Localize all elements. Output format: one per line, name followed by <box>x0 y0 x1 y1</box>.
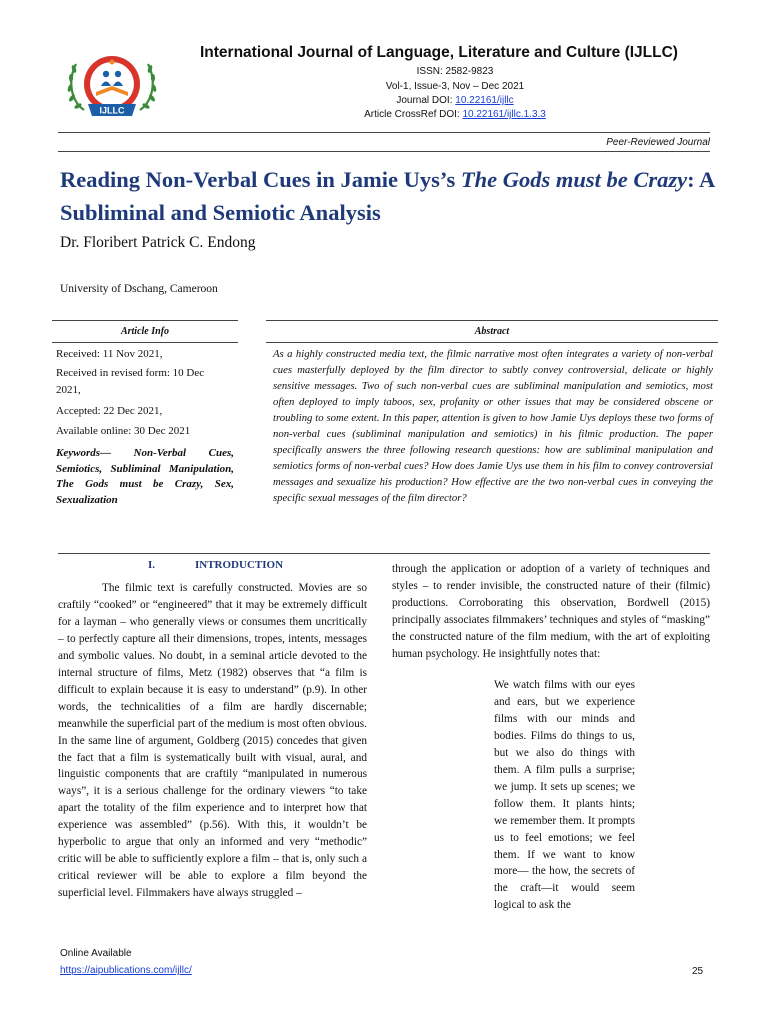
affiliation: University of Dschang, Cameroon <box>60 283 218 295</box>
abstract-header <box>266 320 718 343</box>
journal-url-link[interactable]: https://aipublications.com/ijllc/ <box>60 965 192 976</box>
online-date: Available online: 30 Dec 2021 <box>56 425 191 437</box>
keywords: Keywords— Non-Verbal Cues, Semiotics, Subliminal Manipulation, The Gods must be Crazy, Sex, Sexualization <box>56 447 234 506</box>
title-part-2: : A Subliminal and Semiotic Analysis <box>60 167 715 225</box>
body-column-right: through the application or adoption of a variety of techniques and styles – to render invisible, the constructed nature of their (filmic) productions. Corroborating this observation, Bordwell (2015) principally associates filmmakers’ techniques and styles of “masking” the constructed nature of the film medium, with the art of exploiting human psychology. He insightfully notes that: <box>392 563 710 660</box>
accepted-date: Accepted: 22 Dec 2021, <box>56 405 163 417</box>
article-title <box>60 163 720 229</box>
logo-text: IJLLC <box>99 105 125 116</box>
online-available-label: Online Available <box>60 948 132 959</box>
title-film-name: The Gods must be Crazy <box>460 167 688 192</box>
received-date: Received: 11 Nov 2021, <box>56 348 163 360</box>
title-part-1: Reading Non-Verbal Cues in Jamie Uys’s <box>60 167 461 192</box>
author-name: Dr. Floribert Patrick C. Endong <box>60 234 256 251</box>
header-divider-bottom <box>58 151 710 152</box>
abstract-divider <box>58 553 710 554</box>
crossref-doi <box>200 109 710 120</box>
abstract-heading: Abstract <box>474 326 510 337</box>
revised-date-line1: Received in revised form: 10 Dec <box>56 367 205 379</box>
header-divider <box>58 132 710 133</box>
section-title: INTRODUCTION <box>195 559 284 571</box>
volume-issue: Vol-1, Issue-3, Nov – Dec 2021 <box>385 81 525 92</box>
journal-title: International Journal of Language, Literature and Culture (IJLLC) <box>200 44 678 61</box>
section-heading <box>58 559 373 571</box>
page-number: 25 <box>692 966 704 977</box>
body-column-left: The filmic text is carefully constructed. Movies are so craftily “cooked” or “engineered” that it may be extremely difficult for a layman – who generally views or consumes them uncritically – to perfectly capture all their dimensions, tropes, intents, messages and symbolic values. No doubt, in a seminal article devoted to the internal structure of films, Metz (1982) observes that “a film is difficult to explain because it is easy to understand” (p.9). In other words, the technicalities of a film are hardly discernable; meanwhile the superficial part of the medium is most often obvious. In the same line of argument, Goldberg (2015) concedes that given the fact that a film is systematically built with visual, aural, and linguistic components that are craftily “manipulated in numerous ways”, it is a serious challenge for the ordinary viewers “to take apart the totality of the film experience and to interpret how that experience was assembled” (p.56). With this, it wouldn’t be hyperbolic to argue that only an informed and very “methodic” critic will be able to sufficiently explore a film – that is, only such a critical reviewer will be able to explore a film beyond the superficial level. Filmmakers have always struggled – <box>58 582 367 900</box>
journal-logo <box>62 44 162 124</box>
crossref-doi-link[interactable]: 10.22161/ijllc.1.3.3 <box>462 109 546 120</box>
abstract-text: As a highly constructed media text, the filmic narrative most often integrates a variety of non-verbal cues masterfully deployed by the film director to subtly convey controversial, delicate or highly sensitive messages. Two of such non-verbal cues are subliminal manipulation and semiotics, most often deployed to imply taboos, sex, profanity or other issues that may be considered obscene or troubling to some extent. In this paper, attention is given to how Jamie Uys deploys these two forms of non-verbal cues (subliminal manipulation and semiotics) in his filmic production. The paper specifically answers the three following research questions: how are subliminal manipulation and semiotics forms of non-verbal cues? How does Jamie Uys use them in his film to convey controversial messages and sexualize his production? How effective are the two non-verbal cues in conveying the specific sexual messages of the film director? <box>273 348 713 504</box>
article-info-heading: Article Info <box>120 326 170 337</box>
article-info-header <box>52 320 238 343</box>
journal-doi-label: Journal DOI: <box>396 95 456 106</box>
revised-date-line2: 2021, <box>56 384 81 396</box>
peer-reviewed-label: Peer-Reviewed Journal <box>606 137 710 148</box>
journal-doi <box>200 95 710 106</box>
journal-doi-link[interactable]: 10.22161/ijllc <box>455 95 514 106</box>
block-quote: We watch films with our eyes and ears, but we experience films with our minds and bodies. Films do things to us, but we also do things with them. A film pulls a surprise; we jump. It sets up scenes; we follow them. It plants hints; we remember them. It prompts us to feel emotions; we feel them. If we want to know more— the how, the secrets of the craft—it would seem logical to ask the <box>494 679 635 912</box>
crossref-doi-label: Article CrossRef DOI: <box>364 109 463 120</box>
section-number: I. <box>147 559 155 571</box>
issn: ISSN: 2582-9823 <box>416 66 494 77</box>
journal-url <box>60 965 192 976</box>
